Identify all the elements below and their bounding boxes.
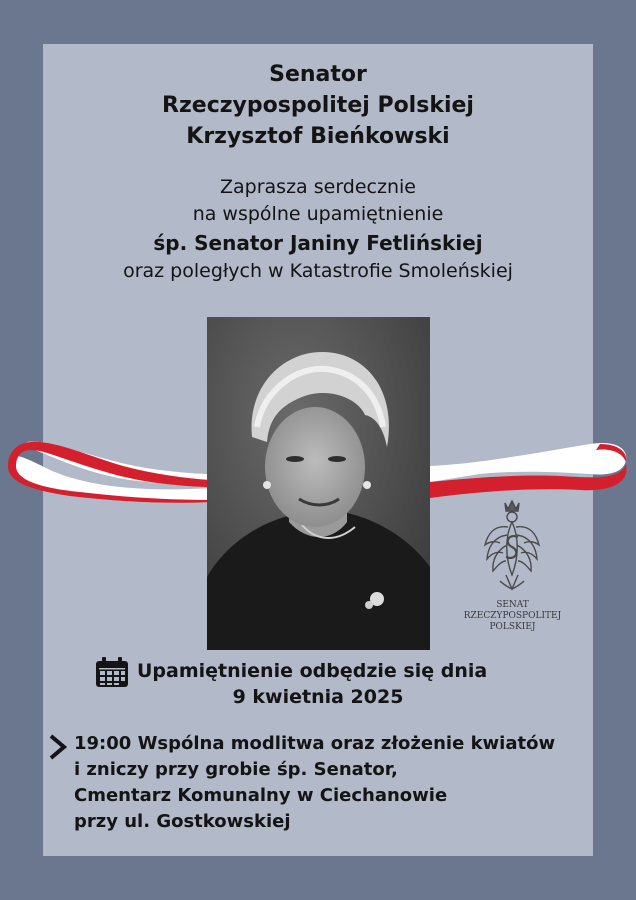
senator-title: Senator [269,62,367,87]
event-schedule [74,731,604,835]
schedule-line: 19:00 Wspólna modlitwa oraz złożenie kwiatów [74,733,556,754]
invite-line-4: oraz poległych w Katastrofie Smoleńskiej [123,260,513,282]
senate-eagle-emblem [450,497,575,597]
calendar-icon [95,656,129,688]
chevron-right-icon [47,733,69,761]
seal-text-3: POLSKIEJ [489,622,536,632]
schedule-line: przy ul. Gostkowskiej [74,811,291,832]
event-heading: Upamiętnienie odbędzie się dnia [137,660,488,682]
senator-name: Krzysztof Bieńkowski [186,124,450,149]
schedule-line: i zniczy przy grobie śp. Senator, [74,759,398,780]
portrait-photo [207,317,430,650]
seal-text-2: RZECZYPOSPOLITEJ [463,611,562,621]
schedule-line: Cmentarz Komunalny w Ciechanowie [74,785,448,806]
event-date: 9 kwietnia 2025 [232,686,404,708]
invite-line-1: Zaprasza serdecznie [220,176,416,198]
seal-text-1: SENAT [496,600,529,610]
senator-country: Rzeczypospolitej Polskiej [162,93,474,118]
invite-line-2: na wspólne upamiętnienie [192,203,444,225]
senate-seal [450,497,575,642]
invite-honoree: śp. Senator Janiny Fetlińskiej [153,231,483,255]
